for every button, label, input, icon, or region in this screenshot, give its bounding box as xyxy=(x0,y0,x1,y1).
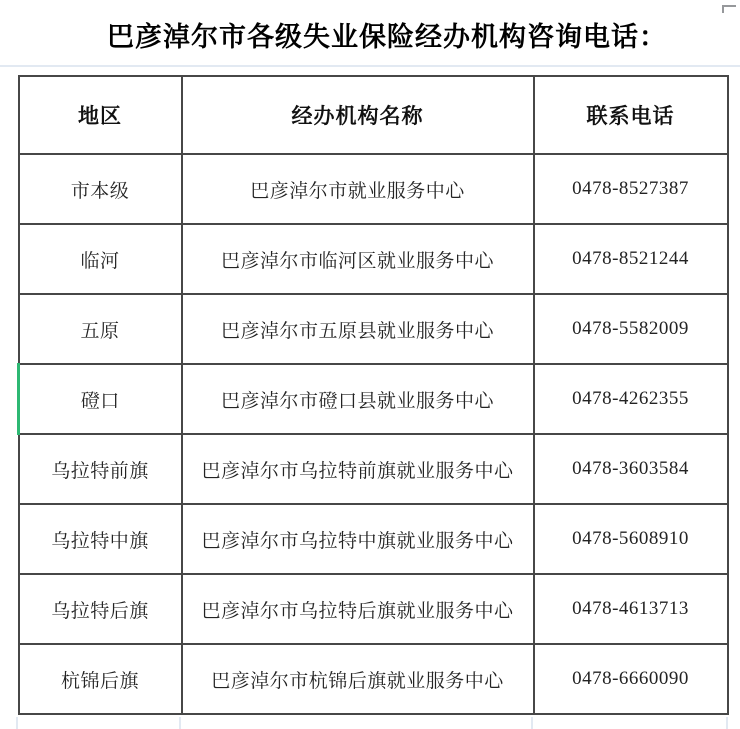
phone-cell[interactable]: 0478-8521244 xyxy=(534,224,728,294)
agency-cell[interactable]: 巴彦淖尔市杭锦后旗就业服务中心 xyxy=(182,644,534,714)
table-row xyxy=(19,224,728,294)
region-cell[interactable]: 临河 xyxy=(19,224,182,294)
gridline-vertical xyxy=(179,717,181,729)
agency-cell[interactable]: 巴彦淖尔市乌拉特中旗就业服务中心 xyxy=(182,504,534,574)
agency-cell[interactable]: 巴彦淖尔市就业服务中心 xyxy=(182,154,534,224)
agency-cell[interactable]: 巴彦淖尔市乌拉特前旗就业服务中心 xyxy=(182,434,534,504)
table-row xyxy=(19,434,728,504)
contact-table xyxy=(17,75,729,715)
contact-table-wrap xyxy=(17,75,729,715)
table-row xyxy=(19,574,728,644)
phone-cell[interactable]: 0478-4613713 xyxy=(534,574,728,644)
table-row xyxy=(19,504,728,574)
page-title: 巴彦淖尔市各级失业保险经办机构咨询电话： xyxy=(107,22,667,52)
table-row xyxy=(19,644,728,714)
gridline-vertical xyxy=(726,717,728,729)
agency-cell[interactable]: 巴彦淖尔市五原县就业服务中心 xyxy=(182,294,534,364)
phone-cell[interactable]: 0478-5582009 xyxy=(534,294,728,364)
phone-cell[interactable]: 0478-5608910 xyxy=(534,504,728,574)
region-cell[interactable]: 乌拉特后旗 xyxy=(19,574,182,644)
gridline-vertical xyxy=(16,717,18,729)
region-cell[interactable]: 杭锦后旗 xyxy=(19,644,182,714)
header-region[interactable]: 地区 xyxy=(19,76,182,154)
region-cell-selected[interactable]: 磴口 xyxy=(19,364,182,434)
header-agency[interactable]: 经办机构名称 xyxy=(182,76,534,154)
region-cell[interactable]: 五原 xyxy=(19,294,182,364)
table-row xyxy=(19,364,728,434)
region-cell[interactable]: 乌拉特中旗 xyxy=(19,504,182,574)
phone-cell[interactable]: 0478-4262355 xyxy=(534,364,728,434)
header-phone[interactable]: 联系电话 xyxy=(534,76,728,154)
region-cell[interactable]: 乌拉特前旗 xyxy=(19,434,182,504)
agency-cell[interactable]: 巴彦淖尔市临河区就业服务中心 xyxy=(182,224,534,294)
table-row xyxy=(19,154,728,224)
phone-cell[interactable]: 0478-6660090 xyxy=(534,644,728,714)
header-row xyxy=(19,76,728,154)
table-row xyxy=(19,294,728,364)
phone-cell[interactable]: 0478-8527387 xyxy=(534,154,728,224)
gridline-vertical xyxy=(531,717,533,729)
agency-cell[interactable]: 巴彦淖尔市磴口县就业服务中心 xyxy=(182,364,534,434)
phone-cell[interactable]: 0478-3603584 xyxy=(534,434,728,504)
agency-cell[interactable]: 巴彦淖尔市乌拉特后旗就业服务中心 xyxy=(182,574,534,644)
gridline-horizontal xyxy=(0,65,740,67)
corner-mark-icon xyxy=(722,5,736,13)
region-cell[interactable]: 市本级 xyxy=(19,154,182,224)
